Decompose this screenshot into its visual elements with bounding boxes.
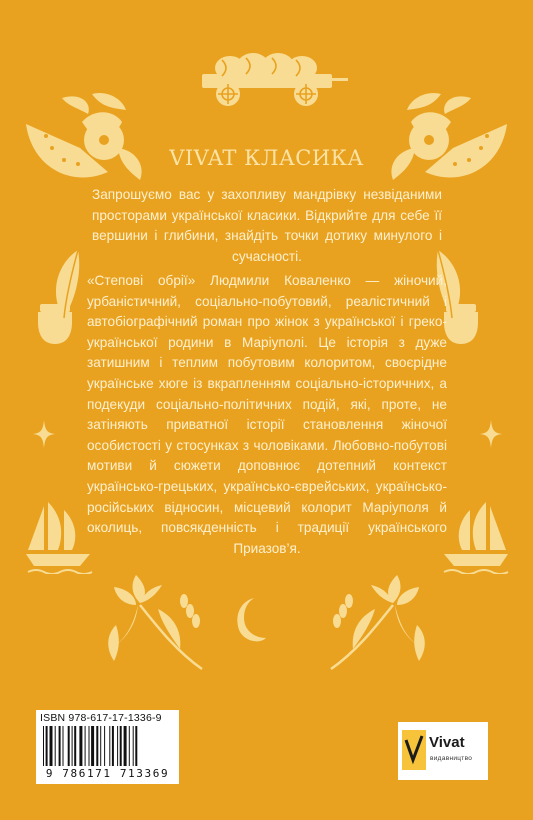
barcode-bar <box>91 726 94 766</box>
isbn-barcode <box>36 710 179 784</box>
barcode-bar <box>112 726 114 766</box>
barcode-bar <box>59 726 61 766</box>
lotus-wheat-icon <box>327 565 437 675</box>
sailboat-icon <box>24 500 94 574</box>
barcode-bar <box>104 726 105 766</box>
barcode-bar <box>68 726 70 766</box>
vivat-logo-icon <box>402 730 426 770</box>
barcode-bars <box>41 726 174 766</box>
intro-paragraph: Запрошуємо вас у захопливу мандрівку незвіданими просторами української класики. Відкрийте для себе її вершини і глибини, знайдіть точки дотику минулого і сучасності. <box>92 187 442 264</box>
crescent-moon-icon <box>232 596 268 644</box>
barcode-bar <box>124 726 127 766</box>
barcode-bar <box>100 726 101 766</box>
barcode-bar <box>89 726 90 766</box>
publisher-name: Vivat <box>429 734 465 751</box>
book-description: «Степові обрії» Людмили Коваленко — жіночий, урбаністичний, соціально-побутовий, реалістичний і автобіографічний роман про жінок з української і греко-української родини в Маріуполі. Це історія з дуже затишним і теплим побутовим колоритом, своєрідне українське хюге із вкрапленням соціально-історичних, а подекуди соціально-політичних подій, які, проте, не затіняють приватної історії становлення жіночої особистості у стосунках з чоловіками. Любовно-побутові мотиви й сюжети доповнює дотепний контекст українсько-грецьких, українсько-єврейських, українсько-російських відносин, місцевий колорит Маріуполя й околиць, повсякденність і традиції українського Приазов’я. <box>87 273 447 556</box>
sparkle-icon <box>480 420 502 448</box>
cart-icon <box>188 52 348 108</box>
publisher-logo <box>398 722 488 780</box>
isbn-label: ISBN 978-617-17-1336-9 <box>40 712 162 724</box>
sparkle-icon <box>33 420 55 448</box>
sailboat-icon <box>440 500 510 574</box>
barcode-bar <box>50 726 53 766</box>
barcode-bar <box>74 726 76 766</box>
barcode-bar <box>109 726 110 766</box>
lotus-wheat-icon <box>96 565 206 675</box>
barcode-bar <box>72 726 73 766</box>
barcode-bar <box>46 726 48 766</box>
watermelon-icon <box>22 88 152 198</box>
barcode-bar <box>96 726 98 766</box>
series-title: VIVAT КЛАСИКА <box>169 146 364 170</box>
barcode-bar <box>117 726 118 766</box>
barcode-bar <box>63 726 64 766</box>
barcode-bar <box>79 726 82 766</box>
barcode-bar <box>43 726 44 766</box>
quill-inkwell-icon <box>30 248 90 348</box>
barcode-bar <box>135 726 137 766</box>
watermelon-icon <box>381 88 511 198</box>
barcode-bar <box>129 726 130 766</box>
barcode-bar <box>85 726 86 766</box>
barcode-digits: 9 786171 713369 <box>45 767 170 780</box>
barcode-bar <box>120 726 122 766</box>
barcode-bar <box>55 726 56 766</box>
barcode-bar <box>133 726 134 766</box>
publisher-subtitle: видавництво <box>430 755 473 762</box>
